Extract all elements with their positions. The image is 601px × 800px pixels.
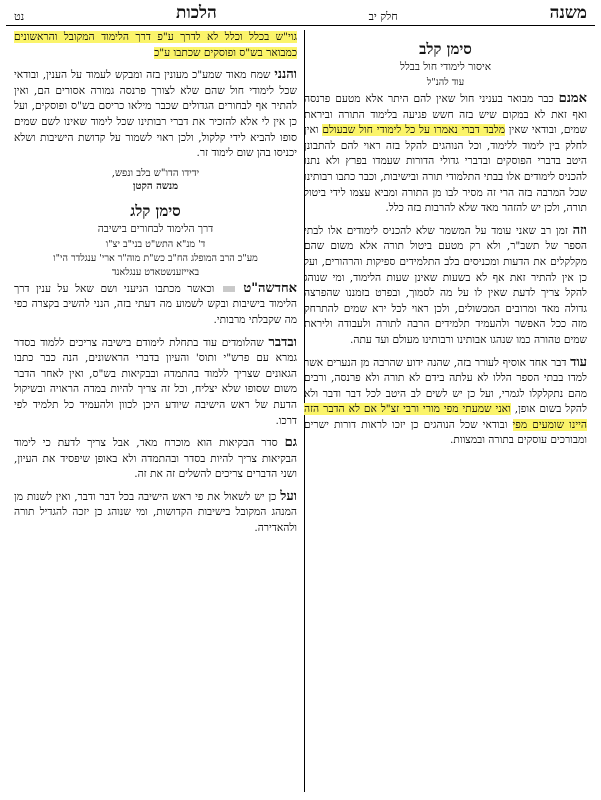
- right-column: [304, 30, 587, 794]
- lead-word: אחדשה"ט: [243, 280, 297, 296]
- paragraph-text: כן יש לשאול את פי ראש הישיבה בכל דבר ודבר, ואין לשנות מן המנהג המקובל בישיבות הקדושות, ומי שנוהג כן יזכה להגדיל תורה ולהאדירה.: [14, 490, 297, 535]
- paragraph-text: שהלומדים עוד בתחלת לימודם בישיבה צריכים ללמוד בסדר גמרא עם פרש"י ותוס' והעיון בדברי הראשונים, הנה כבר כתבו הגאונים שצריך ללמוד בהתמדה ובבקיאות בש"ס, ואין לאחר הדבר משום שסופו שלא יצליח, וכל זה צריך להיות במדה הראויה ובשיקול הדעת של ראש הישיבה שיודע היכן לכוון ולהעמיד כל תלמיד לפי דרכו.: [14, 336, 297, 427]
- paragraph: [304, 223, 587, 349]
- page-header: [6, 2, 595, 26]
- paragraph: [14, 335, 297, 430]
- page-number: נט: [14, 10, 25, 23]
- paragraph-text: וכאשר מכתבו הגיעני ושם שאל על ענין דרך הלימוד בישיבות ובקש לשמוע מה דעתי בזה, הנני להשיב בקצרה כפי מה שקבלתי מרבותי.: [14, 282, 297, 326]
- letter-date: ד' מנ"א התש"ט בני"ב יצ"ו: [105, 238, 206, 250]
- paragraph: [14, 67, 297, 162]
- letter-location: באייזענשטאדט ענגלאנד: [111, 266, 200, 278]
- section-subtitle-133: דרך הלימוד לבחורים בישיבה: [97, 222, 214, 235]
- letter-recipient: מע"כ הרב המופלג הח"ב כש"ת מוה"ר ארי' ענגלדר הי"ו: [53, 252, 258, 264]
- left-column: [14, 30, 297, 794]
- lead-word: והנני: [274, 67, 297, 83]
- lead-word: ובדבר: [268, 334, 297, 350]
- paragraph: [14, 281, 297, 329]
- paragraph-text: שמח מאוד שמע"כ מעונין בזה ומבקש לעמוד על הענין, ובודאי שכל לימודי חול שהם שלא לצורך פרנסה גמורה אסורים הם, ואין להתיר אף לבחורים הגדולים שכבר מילאו כריסם בש"ס ופוסקים, ועל כן אין לי אלא להזכיר את דברי רבותינו שכל לימוד שאינו לשם שמים סופו להביא לידי קלקול, ולכן ראוי לשמור על קדושת הישיבות ושלא יכניסו בהן שום לימוד זר.: [14, 69, 297, 160]
- part-label: חלק יב: [368, 10, 398, 23]
- paragraph: [14, 30, 297, 61]
- section-title-132: סימן קלב: [419, 40, 472, 58]
- paragraph: [14, 435, 297, 483]
- highlighted-text: ואני שמעתי מפי מורי ורבי זצ"ל אם לא הדבר הזה היינו שומעים מפי: [304, 403, 587, 431]
- paragraph-text: כבר מבואר בעניני חול שאין להם היתר אלא מטעם פרנסה ואף זאת לא במקום שיש בזה חשש פגיעה בלימוד התורה וביראת שמים, ובודאי שאין: [304, 93, 587, 137]
- section-note: עוד להנ"ל: [426, 77, 465, 88]
- section-title: הלכות: [176, 3, 217, 23]
- highlighted-text: מלבד דברי נאמרו על כל לימודי חול שבעולם: [322, 124, 505, 137]
- section-subtitle-132: איסור לימודי חול בבלל: [399, 61, 492, 73]
- paragraph: [14, 489, 297, 537]
- signature-line: ידידו הדו"ש בלב ונפש,: [111, 167, 200, 179]
- lead-word: וזה: [572, 222, 587, 238]
- lead-word: עוד: [570, 354, 587, 370]
- paragraph-text: ואין לחלק בין לימוד ללימוד, וכל הנוהגים להקל בזה ראוי להם להתבונן היטב בדברי הפוסקים ובדברי גדולי הדורות שעמדו בפרץ ולא נתנו להכניס לימודים אלו בבתי התלמודי תורה ובישיבות, וכבר כתבו רבותינו שכל המרבה בזה הרי זה מסיר לבו מן התורה ומביא עצמו לידי ביטול תורה, ולכן יש להזהר מאד שלא להרבות בזה כלל.: [304, 124, 587, 215]
- paragraph-text: ובודאי שכל הנוהגים כן יזכו לראות דורות ישרים ומבורכים עוסקים בתורה ובמצוות.: [304, 418, 587, 447]
- paragraph: [304, 355, 587, 450]
- lead-word: ועל: [280, 488, 297, 504]
- signature-name: מנשה הקטן: [132, 180, 179, 192]
- redaction-mark: [223, 286, 235, 292]
- paragraph-text: זמן רב שאני עומד על המשמר שלא להכניס לימודים אלו לבתי הספר של תשב"ר, ולא רק מטעם ביטול תורה אלא משום שהם מקלקלים את הדעות ומכניסים בלב התלמידים ספיקות והרהורים, ועל כן אין להתיר זאת אף לא בשעות שאינן שעות הלימוד, ומי שנוהג להקל צריך לדעת שאין לו על מה לסמוך, ובפרט בזמננו שהפרצה גדולה מאד ומרובים המכשולים, ולכן ראוי לכל ירא שמים להתרחק מזה ככל האפשר ולהעמיד תלמידים הרבה לתורה ולעבודה וליראת שמים טהורה כמו שנהגו אבותינו ורבותינו מעולם ועד עתה.: [304, 224, 587, 346]
- highlighted-text: גוי"ש בכלל וכלל לא לדרך ע"פ דרך הלימוד המקובל והראשונים כמבואר בש"ס ופוסקים שכתבו ע"כ: [14, 31, 297, 59]
- paragraph-text: סדר הבקיאות הוא מוכרח מאד, אבל צריך לדעת כי לימוד הבקיאות צריך להיות בסדר ובהתמדה ולא באופן שיפסיד את העיון, ושני הדברים צריכים להשלים זה את זה.: [14, 437, 297, 481]
- section-title-133: סימן קלג: [130, 201, 181, 220]
- paragraph-text: דבר אחד אוסיף לעורר בזה, שהנה ידוע שהרבה מן הנערים אשר למדו בבתי הספר הללו לא עלתה בידם לא תורה ולא פרנסה, ורבים מהם נתקלקלו לגמרי, ועל כן יש לשים לב היטב לכל דבר ודבר ולא להקל בשום אופן,: [304, 356, 587, 416]
- paragraph: [304, 91, 587, 217]
- book-title: משנה: [549, 3, 587, 23]
- lead-word: גם: [284, 435, 297, 451]
- lead-word: אמנם: [558, 91, 587, 106]
